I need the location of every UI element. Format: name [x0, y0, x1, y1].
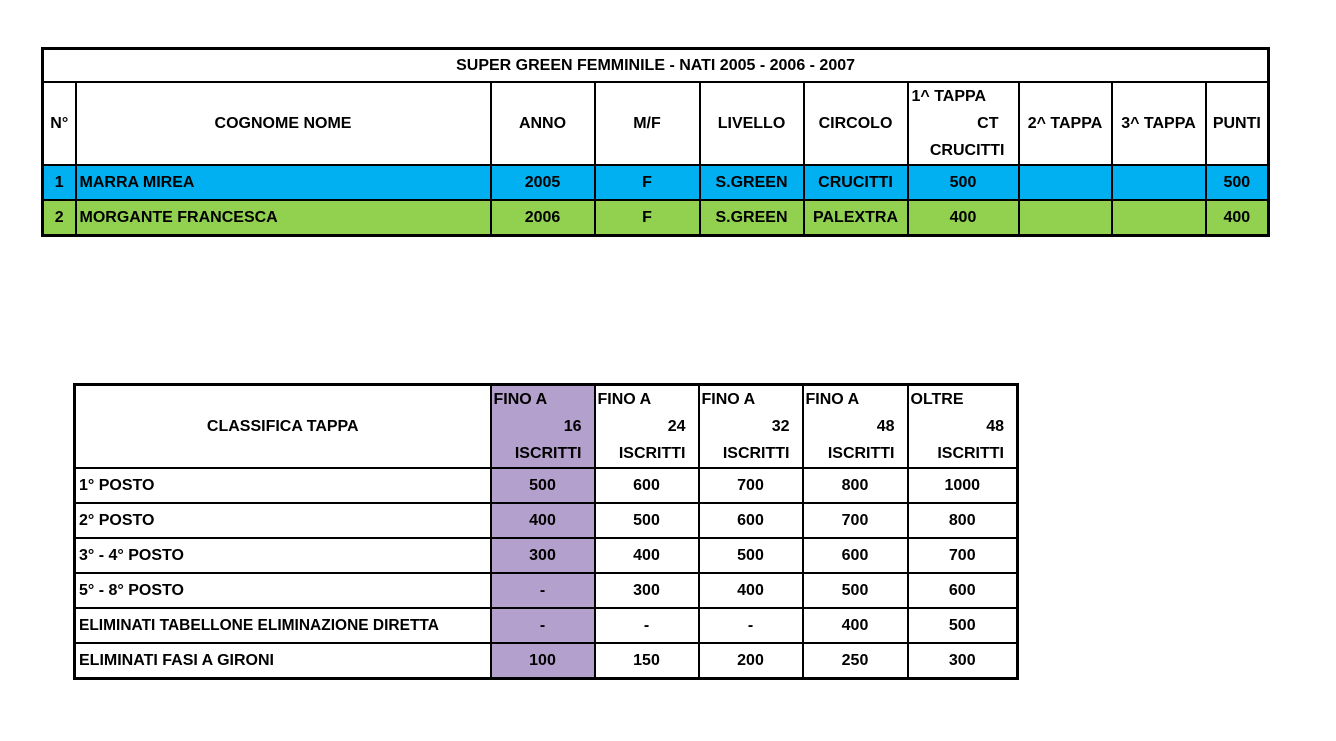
ranking-title: SUPER GREEN FEMMINILE - NATI 2005 - 2006 - 2007 [43, 49, 1269, 83]
points-col-header [803, 385, 908, 469]
col-header-line1: FINO A [805, 391, 860, 408]
points-row-label: 2° POSTO [75, 503, 491, 538]
ranking-table [41, 47, 1270, 237]
col-header-line2: 16 [563, 418, 582, 435]
points-cell: 700 [803, 503, 908, 538]
row-name: MARRA MIREA [76, 165, 491, 200]
points-cell: 100 [491, 643, 595, 679]
col-header-line1: FINO A [493, 391, 548, 408]
row-tappa3 [1112, 165, 1206, 200]
points-row-label: ELIMINATI FASI A GIRONI [75, 643, 491, 679]
row-mf: F [595, 200, 700, 236]
points-cell: 500 [595, 503, 699, 538]
points-cell: 800 [908, 503, 1018, 538]
points-row [75, 643, 1018, 679]
points-cell: 250 [803, 643, 908, 679]
points-cell: 500 [491, 468, 595, 503]
header-mf: M/F [595, 82, 700, 165]
header-tappa1-line2: CT [977, 115, 999, 132]
points-table [73, 383, 1019, 680]
points-cell: 800 [803, 468, 908, 503]
points-cell: 600 [699, 503, 803, 538]
header-tappa1 [908, 82, 1019, 165]
points-cell: 700 [699, 468, 803, 503]
header-anno: ANNO [491, 82, 595, 165]
col-header-line1: FINO A [701, 391, 756, 408]
row-num: 2 [43, 200, 76, 236]
points-cell: 400 [699, 573, 803, 608]
row-mf: F [595, 165, 700, 200]
points-cell: 400 [595, 538, 699, 573]
points-cell: 300 [595, 573, 699, 608]
points-cell: 600 [803, 538, 908, 573]
row-circolo: PALEXTRA [804, 200, 908, 236]
col-header-line3: ISCRITTI [937, 445, 1004, 462]
points-row [75, 503, 1018, 538]
col-header-line2: 48 [876, 418, 895, 435]
row-tappa3 [1112, 200, 1206, 236]
points-row [75, 468, 1018, 503]
points-cell: - [595, 608, 699, 643]
header-name: COGNOME NOME [76, 82, 491, 165]
points-cell: 1000 [908, 468, 1018, 503]
row-anno: 2005 [491, 165, 595, 200]
ranking-header-row [43, 82, 1269, 165]
points-row [75, 608, 1018, 643]
col-header-line1: OLTRE [910, 391, 964, 408]
row-num: 1 [43, 165, 76, 200]
points-row [75, 573, 1018, 608]
points-cell: 400 [491, 503, 595, 538]
col-header-line3: ISCRITTI [618, 445, 686, 462]
row-name: MORGANTE FRANCESCA [76, 200, 491, 236]
points-row-label: 3° - 4° POSTO [75, 538, 491, 573]
points-cell: 500 [908, 608, 1018, 643]
points-cell: - [699, 608, 803, 643]
col-header-line3: ISCRITTI [827, 445, 895, 462]
header-tappa1-line1: 1^ TAPPA [911, 88, 987, 105]
points-row [75, 538, 1018, 573]
row-circolo: CRUCITTI [804, 165, 908, 200]
row-tappa1: 500 [908, 165, 1019, 200]
points-col-header [595, 385, 699, 469]
points-cell: 600 [908, 573, 1018, 608]
points-header-label: CLASSIFICA TAPPA [75, 385, 491, 469]
col-header-line2: 32 [771, 418, 790, 435]
row-livello: S.GREEN [700, 165, 804, 200]
points-cell: - [491, 573, 595, 608]
col-header-line2: 48 [986, 418, 1004, 435]
header-tappa3: 3^ TAPPA [1112, 82, 1206, 165]
points-row-label: 5° - 8° POSTO [75, 573, 491, 608]
header-circolo: CIRCOLO [804, 82, 908, 165]
header-livello: LIVELLO [700, 82, 804, 165]
header-tappa2: 2^ TAPPA [1019, 82, 1112, 165]
points-cell: 600 [595, 468, 699, 503]
points-cell: 500 [803, 573, 908, 608]
points-cell: 400 [803, 608, 908, 643]
row-tappa2 [1019, 165, 1112, 200]
col-header-line2: 24 [667, 418, 686, 435]
col-header-line3: ISCRITTI [722, 445, 790, 462]
col-header-line1: FINO A [597, 391, 652, 408]
points-cell: 150 [595, 643, 699, 679]
points-cell: 300 [908, 643, 1018, 679]
points-cell: 200 [699, 643, 803, 679]
row-tappa2 [1019, 200, 1112, 236]
table-row [43, 165, 1269, 200]
points-col-header [908, 385, 1018, 469]
header-punti: PUNTI [1206, 82, 1269, 165]
points-header-row [75, 385, 1018, 469]
row-livello: S.GREEN [700, 200, 804, 236]
table-row [43, 200, 1269, 236]
points-row-label: ELIMINATI TABELLONE ELIMINAZIONE DIRETTA [75, 608, 491, 643]
col-header-line3: ISCRITTI [514, 445, 582, 462]
header-tappa1-line3: CRUCITTI [929, 142, 1005, 159]
row-anno: 2006 [491, 200, 595, 236]
points-cell: 500 [699, 538, 803, 573]
points-col-header [699, 385, 803, 469]
row-punti: 400 [1206, 200, 1269, 236]
row-punti: 500 [1206, 165, 1269, 200]
row-tappa1: 400 [908, 200, 1019, 236]
points-cell: 300 [491, 538, 595, 573]
points-col-header [491, 385, 595, 469]
header-num: N° [43, 82, 76, 165]
points-cell: 700 [908, 538, 1018, 573]
points-row-label: 1° POSTO [75, 468, 491, 503]
points-cell: - [491, 608, 595, 643]
